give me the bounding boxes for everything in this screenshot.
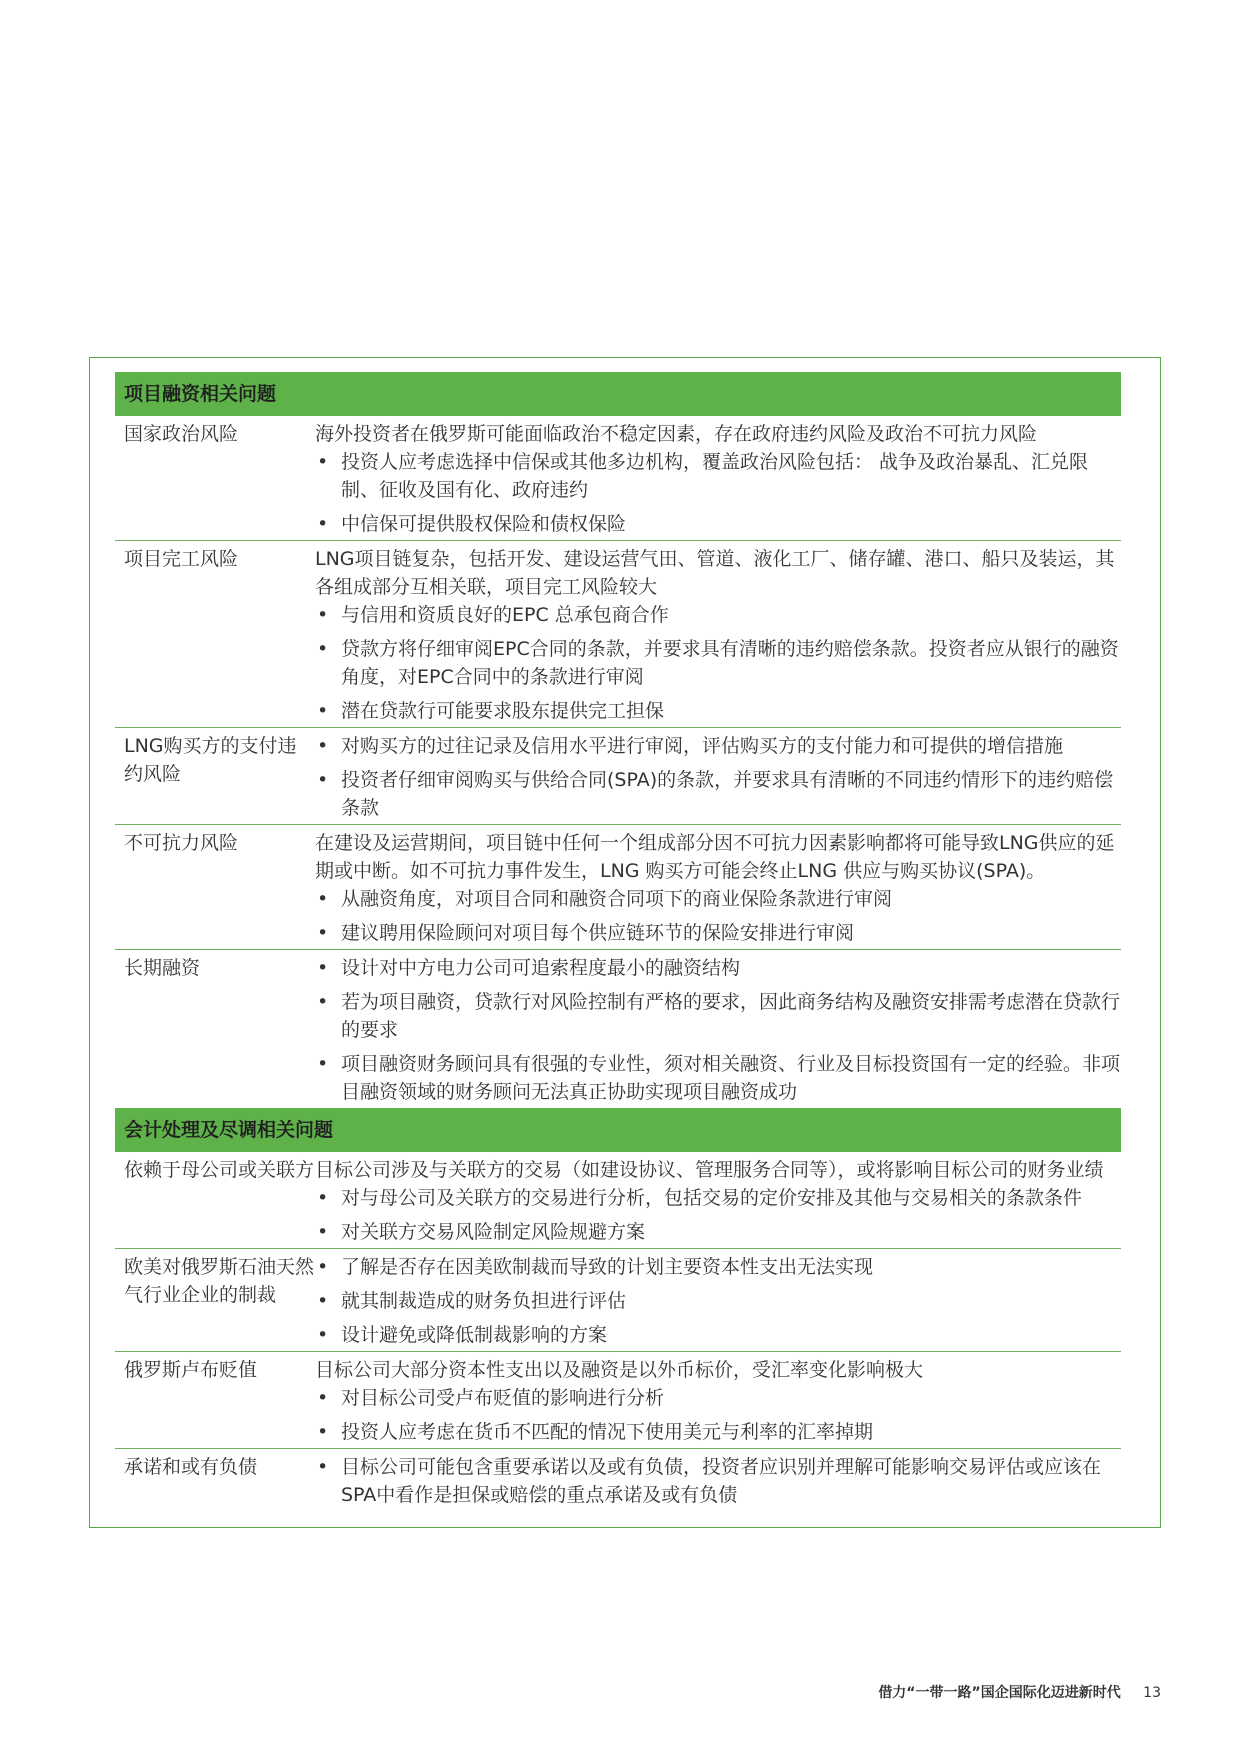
bullet-list <box>315 885 1121 947</box>
bullet-list <box>315 601 1121 725</box>
section-header: 项目融资相关问题 <box>115 372 1121 416</box>
table-row <box>115 1448 1121 1511</box>
bullet-item: • 设计对中方电力公司可追索程度最小的融资结构 <box>315 954 1121 982</box>
row-intro: 海外投资者在俄罗斯可能面临政治不稳定因素，存在政府违约风险及政治不可抗力风险 <box>315 423 1038 445</box>
row-body <box>315 829 1121 947</box>
row-label: 国家政治风险 <box>124 423 239 445</box>
table-row <box>115 727 1121 824</box>
bullet-list <box>315 1453 1121 1509</box>
row-label: 承诺和或有负债 <box>124 1456 258 1478</box>
row-label: 俄罗斯卢布贬值 <box>124 1359 258 1381</box>
page-footer <box>878 1682 1161 1702</box>
row-label: 不可抗力风险 <box>124 832 239 854</box>
row-body <box>315 420 1121 538</box>
bullet-item: • 设计避免或降低制裁影响的方案 <box>315 1321 1121 1349</box>
table-row <box>115 1152 1121 1248</box>
bullet-item: • 中信保可提供股权保险和债权保险 <box>315 510 1121 538</box>
row-body <box>315 1453 1121 1509</box>
bullet-item: • 潜在贷款行可能要求股东提供完工担保 <box>315 697 1121 725</box>
bullet-item: • 对与母公司及关联方的交易进行分析，包括交易的定价安排及其他与交易相关的条款条件 <box>315 1184 1121 1212</box>
bullet-item: • 对目标公司受卢布贬值的影响进行分析 <box>315 1384 1121 1412</box>
bullet-item: • 对购买方的过往记录及信用水平进行审阅，评估购买方的支付能力和可提供的增信措施 <box>315 732 1121 760</box>
section-header: 会计处理及尽调相关问题 <box>115 1108 1121 1152</box>
row-label: 长期融资 <box>124 957 201 979</box>
row-body <box>315 1156 1121 1246</box>
bullet-item: • 投资人应考虑选择中信保或其他多边机构，覆盖政治风险包括： 战争及政治暴乱、汇兑限制、征收及国有化、政府违约 <box>315 448 1121 504</box>
row-label: LNG购买方的支付违约风险 <box>124 735 297 785</box>
table-row <box>115 1248 1121 1351</box>
bullet-item: • 项目融资财务顾问具有很强的专业性，须对相关融资、行业及目标投资国有一定的经验。非项目融资领域的财务顾问无法真正协助实现项目融资成功 <box>315 1050 1121 1106</box>
row-body <box>315 1253 1121 1349</box>
row-intro: LNG项目链复杂，包括开发、建设运营气田、管道、液化工厂、储存罐、港口、船只及装运，其各组成部分互相关联，项目完工风险较大 <box>315 548 1115 598</box>
row-body <box>315 545 1121 725</box>
bullet-item: • 贷款方将仔细审阅EPC合同的条款，并要求具有清晰的违约赔偿条款。投资者应从银行的融资角度，对EPC合同中的条款进行审阅 <box>315 635 1121 691</box>
row-intro: 目标公司大部分资本性支出以及融资是以外币标价，受汇率变化影响极大 <box>315 1359 924 1381</box>
bullet-item: • 若为项目融资，贷款行对风险控制有严格的要求，因此商务结构及融资安排需考虑潜在贷款行的要求 <box>315 988 1121 1044</box>
bullet-item: • 投资人应考虑在货币不匹配的情况下使用美元与利率的汇率掉期 <box>315 1418 1121 1446</box>
bullet-item: • 了解是否存在因美欧制裁而导致的计划主要资本性支出无法实现 <box>315 1253 1121 1281</box>
bullet-list <box>315 1253 1121 1349</box>
row-body <box>315 1356 1121 1446</box>
row-body <box>315 954 1121 1106</box>
bullet-list <box>315 448 1121 538</box>
row-intro: 目标公司涉及与关联方的交易（如建设协议、管理服务合同等），或将影响目标公司的财务业绩 <box>315 1159 1104 1181</box>
table-row <box>115 1351 1121 1448</box>
issues-table <box>115 372 1121 1511</box>
bullet-item: • 建议聘用保险顾问对项目每个供应链环节的保险安排进行审阅 <box>315 919 1121 947</box>
bullet-item: • 与信用和资质良好的EPC 总承包商合作 <box>315 601 1121 629</box>
row-intro: 在建设及运营期间，项目链中任何一个组成部分因不可抗力因素影响都将可能导致LNG供应的延期或中断。如不可抗力事件发生，LNG 购买方可能会终止LNG 供应与购买协议(SPA)。 <box>315 832 1115 882</box>
bullet-list <box>315 1184 1121 1246</box>
table-row <box>115 540 1121 727</box>
bullet-list <box>315 732 1121 822</box>
row-label: 依赖于母公司或关联方 <box>124 1159 315 1181</box>
bullet-list <box>315 1384 1121 1446</box>
bullet-item: • 投资者仔细审阅购买与供给合同(SPA)的条款，并要求具有清晰的不同违约情形下的违约赔偿条款 <box>315 766 1121 822</box>
table-row <box>115 416 1121 540</box>
bullet-item: • 就其制裁造成的财务负担进行评估 <box>315 1287 1121 1315</box>
table-row <box>115 824 1121 949</box>
bullet-list <box>315 954 1121 1106</box>
row-body <box>315 732 1121 822</box>
bullet-item: • 目标公司可能包含重要承诺以及或有负债，投资者应识别并理解可能影响交易评估或应该在SPA中看作是担保或赔偿的重点承诺及或有负债 <box>315 1453 1121 1509</box>
page-number: 13 <box>1143 1685 1161 1701</box>
footer-title: 借力“一带一路”国企国际化迈进新时代 <box>878 1685 1121 1701</box>
table-row <box>115 949 1121 1108</box>
bullet-item: • 从融资角度，对项目合同和融资合同项下的商业保险条款进行审阅 <box>315 885 1121 913</box>
bullet-item: • 对关联方交易风险制定风险规避方案 <box>315 1218 1121 1246</box>
row-label: 项目完工风险 <box>124 548 239 570</box>
row-label: 欧美对俄罗斯石油天然气行业企业的制裁 <box>124 1256 315 1306</box>
